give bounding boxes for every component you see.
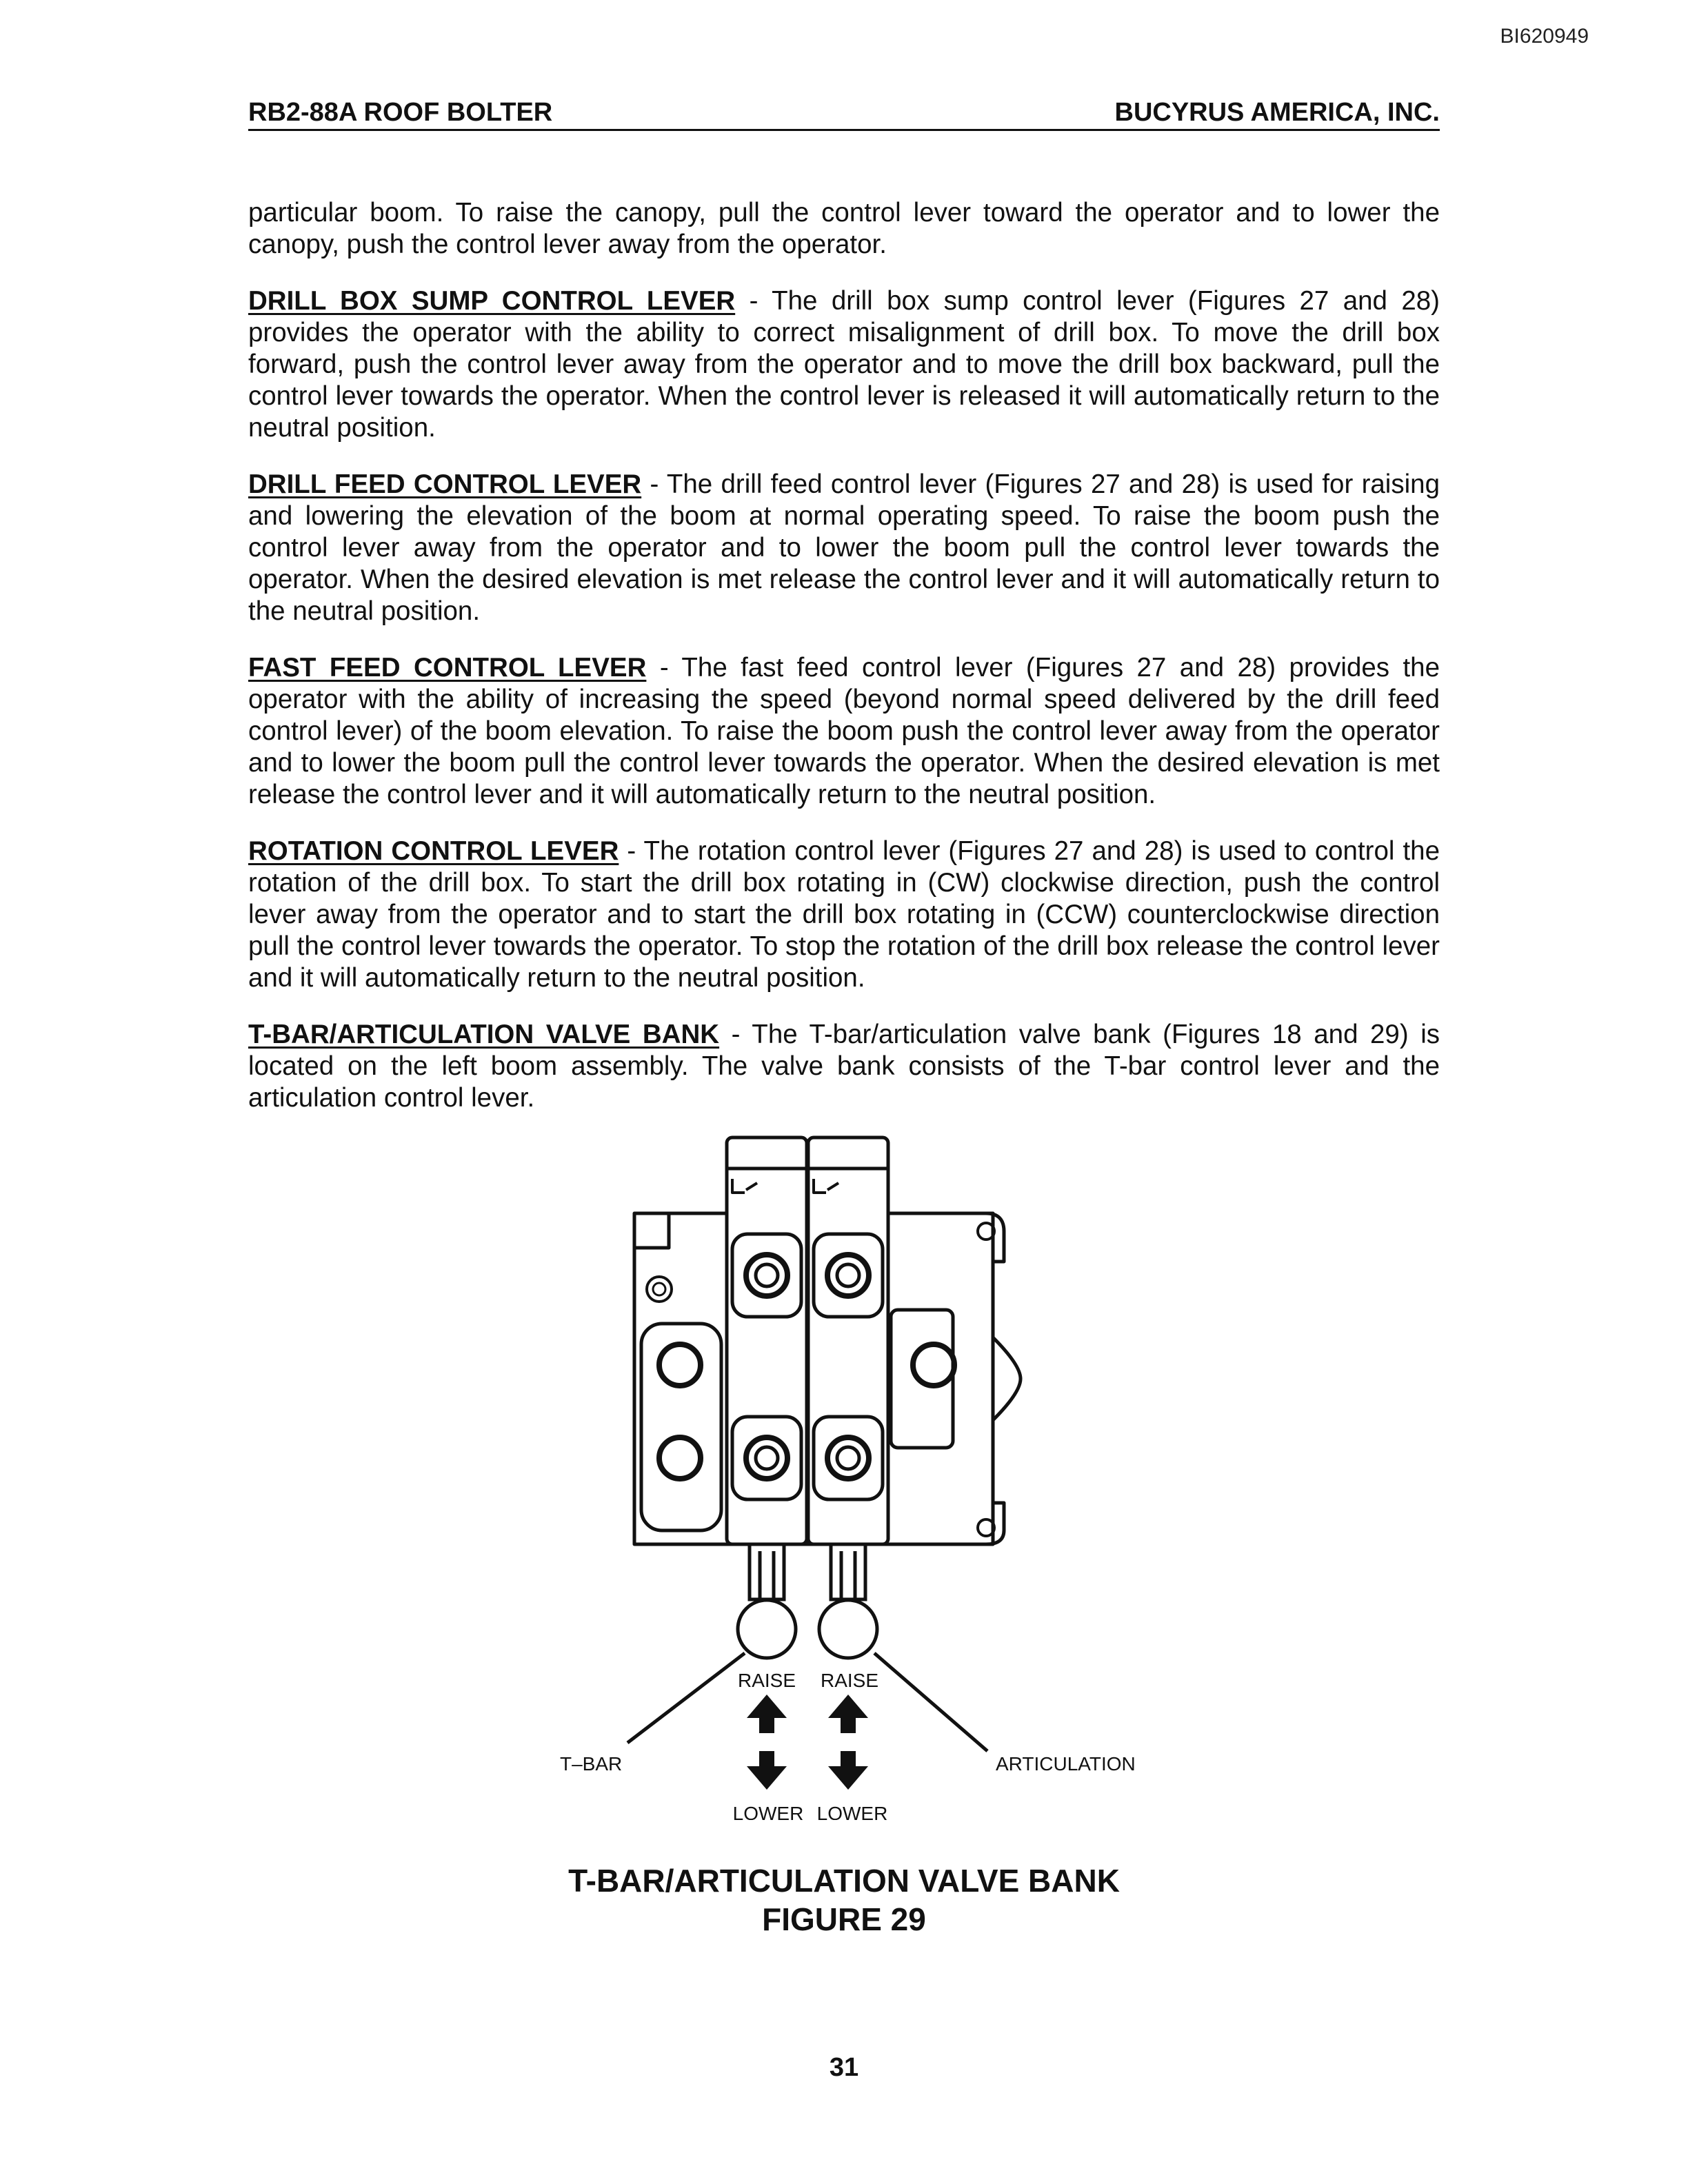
lower-arrow-right bbox=[828, 1751, 868, 1790]
term-heading: FAST FEED CONTROL LEVER bbox=[248, 653, 647, 682]
label-lower-right: LOWER bbox=[816, 1803, 888, 1820]
term-heading: DRILL BOX SUMP CONTROL LEVER bbox=[248, 286, 736, 316]
leader-line-tbar bbox=[627, 1653, 745, 1743]
paragraph-canopy bbox=[248, 197, 1440, 261]
spool-stem-left bbox=[750, 1544, 784, 1599]
label-lower-left: LOWER bbox=[732, 1803, 804, 1820]
paragraph-drill-box-sump bbox=[248, 285, 1440, 444]
lever-knob-tbar bbox=[738, 1600, 796, 1658]
label-tbar: T–BAR bbox=[560, 1753, 623, 1775]
label-raise-left: RAISE bbox=[737, 1670, 796, 1691]
label-articulation: ARTICULATION bbox=[996, 1753, 1136, 1775]
raise-arrow-left bbox=[747, 1695, 787, 1733]
lower-arrow-left bbox=[747, 1751, 787, 1790]
figure-caption bbox=[0, 1861, 1688, 1939]
raise-arrow-right bbox=[828, 1695, 868, 1733]
body-text bbox=[248, 197, 1440, 1139]
paragraph-text: - The T-bar/articulation valve bank (Figures 18 and 29) is located on the left boom assembly. The valve bank consists of the T-bar control lever and the articulation control lever. bbox=[248, 1020, 1440, 1113]
paragraph-text: - The drill box sump control lever (Figures 27 and 28) provides the operator with the ability to correct misalignment of drill box. To move the drill box forward, push the control lever away from the operator and to move the drill box backward, pull the control lever towards the operator. When the control lever is released it will automatically return to the neutral position. bbox=[248, 286, 1440, 443]
page-number: 31 bbox=[829, 2053, 859, 2082]
spool-section-right bbox=[808, 1138, 888, 1544]
paragraph-text: - The fast feed control lever (Figures 27 and 28) provides the operator with the ability of increasing the speed (beyond normal speed delivered by the drill feed control lever) of the boom elevation. To raise the boom push the control lever away from the operator and to lower the boom pull the control lever towards the operator. When the desired elevation is met release the control lever and it will automatically return to the neutral position. bbox=[248, 653, 1440, 809]
spool-stem-right bbox=[831, 1544, 865, 1599]
caption-figure-number: FIGURE 29 bbox=[762, 1901, 926, 1937]
paragraph-text: - The rotation control lever (Figures 27 and 28) is used to control the rotation of the drill box. To start the drill box rotating in (CW) clockwise direction, push the control lever away from the operator and to start the drill box rotating in (CCW) counterclockwise direction pull the control lever towards the operator. To stop the rotation of the drill box release the control lever and it will automatically return to the neutral position. bbox=[248, 836, 1440, 993]
caption-title: T-BAR/ARTICULATION VALVE BANK bbox=[568, 1863, 1120, 1899]
running-header bbox=[248, 98, 1440, 131]
paragraph-fast-feed bbox=[248, 652, 1440, 811]
paragraph-text: particular boom. To raise the canopy, pull the control lever toward the operator and to lower the canopy, push the control lever away from the operator. bbox=[248, 198, 1440, 259]
paragraph-rotation bbox=[248, 836, 1440, 994]
paragraph-valve-bank bbox=[248, 1019, 1440, 1114]
spool-section-left bbox=[727, 1138, 807, 1544]
term-heading: ROTATION CONTROL LEVER bbox=[248, 836, 619, 866]
header-title: RB2-88A ROOF BOLTER bbox=[248, 98, 553, 127]
lever-knob-articulation bbox=[819, 1600, 877, 1658]
valve-bank-figure bbox=[538, 1131, 1158, 1820]
term-heading: DRILL FEED CONTROL LEVER bbox=[248, 469, 642, 499]
paragraph-drill-feed bbox=[248, 469, 1440, 627]
paragraph-text: - The drill feed control lever (Figures 27 and 28) is used for raising and lowering the elevation of the boom at normal operating speed. To raise the boom push the control lever away from the operator and to lower the boom pull the control lever towards the operator. When the desired elevation is met release the control lever and it will automatically return to the neutral position. bbox=[248, 469, 1440, 626]
valve-bank-diagram bbox=[538, 1131, 1158, 1820]
term-heading: T-BAR/ARTICULATION VALVE BANK bbox=[248, 1020, 720, 1049]
leader-line-articulation bbox=[874, 1653, 987, 1751]
document-id: BI620949 bbox=[1500, 25, 1589, 48]
label-raise-right: RAISE bbox=[820, 1670, 879, 1691]
header-company: BUCYRUS AMERICA, INC. bbox=[1114, 98, 1440, 127]
